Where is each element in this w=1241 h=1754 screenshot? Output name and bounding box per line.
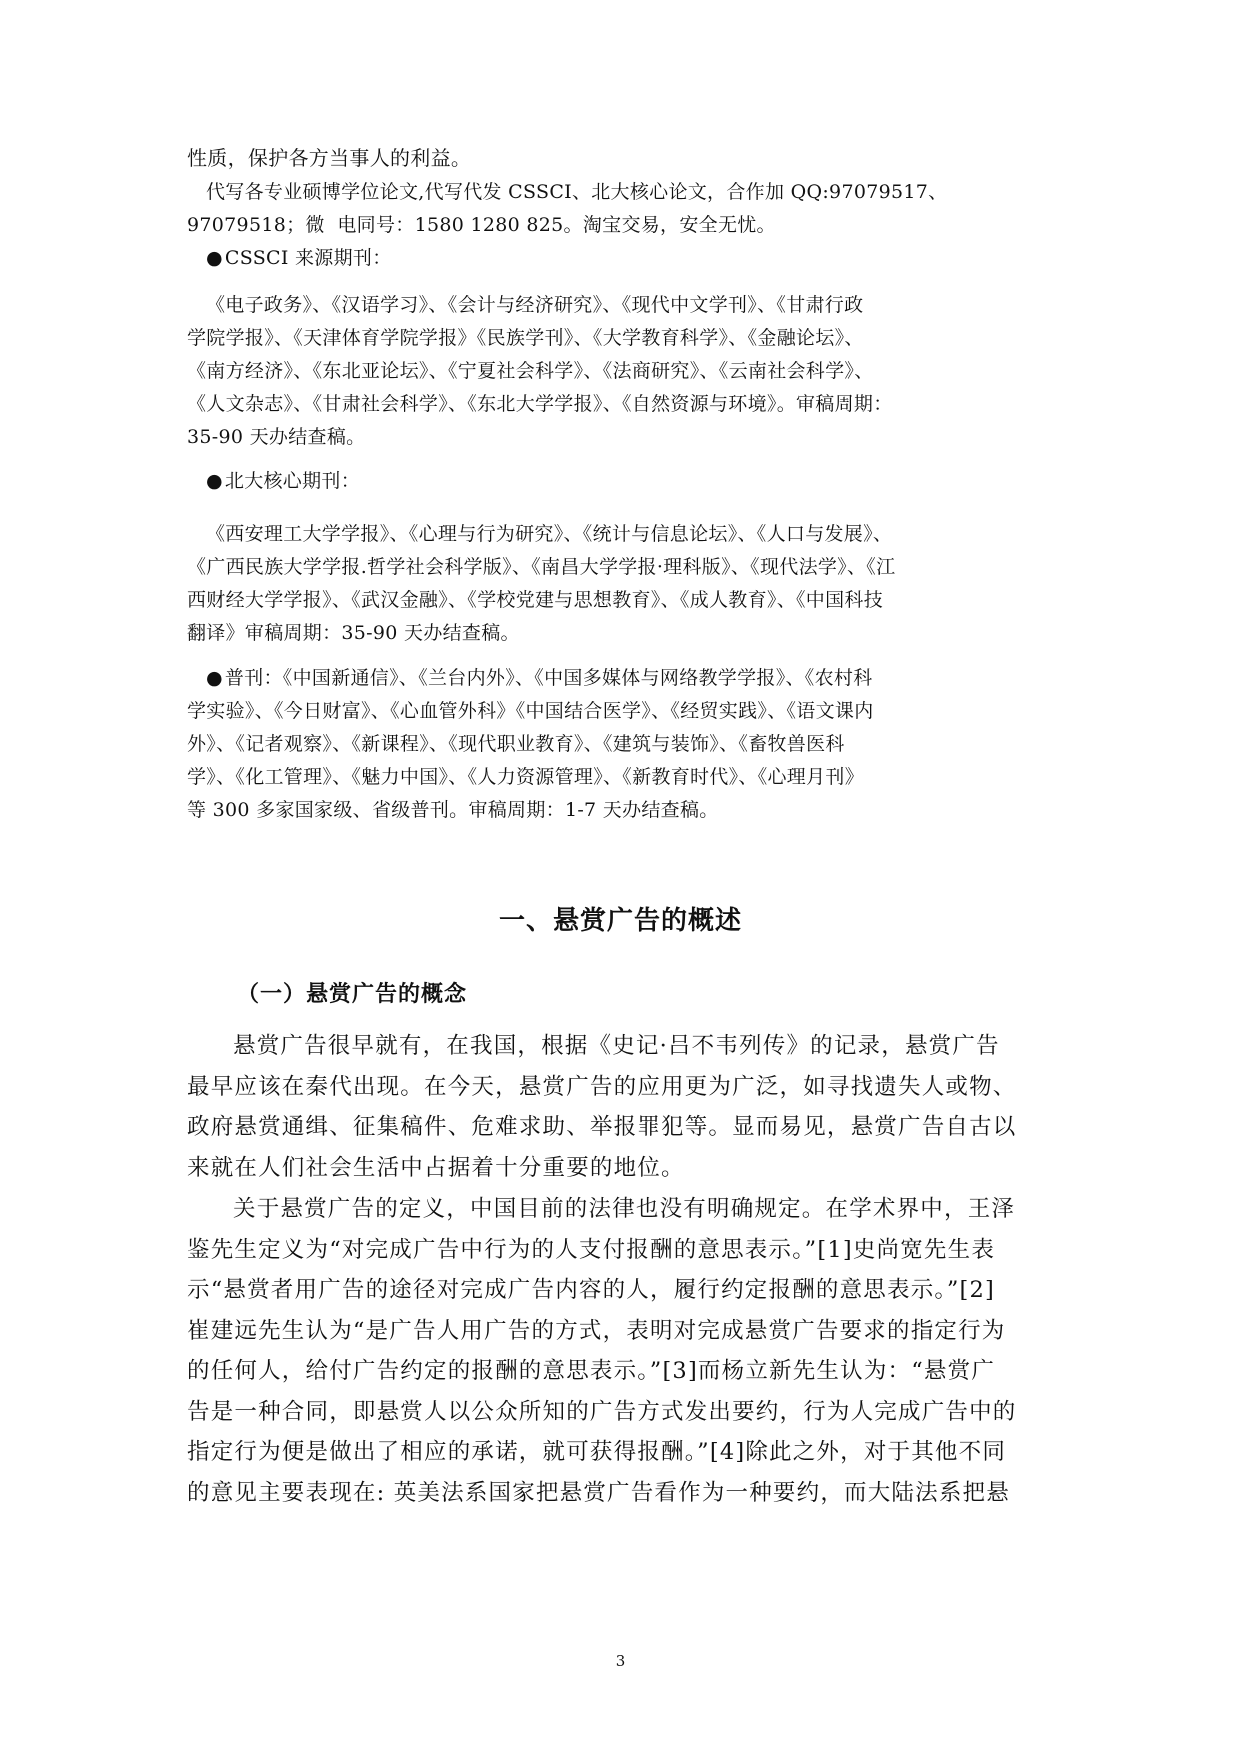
cssci-line: 《电子政务》、《汉语学习》、《会计与经济研究》、《现代中文学刊》、《甘肃行政 bbox=[206, 294, 864, 316]
cssci-line: 《人文杂志》、《甘肃社会科学》、《东北大学学报》、《自然资源与环境》。审稿周期： bbox=[187, 393, 893, 415]
pku-line: 《西安理工大学学报》、《心理与行为研究》、《统计与信息论坛》、《人口与发展》、 bbox=[206, 523, 893, 545]
paragraph-line: 政府悬赏通缉、征集稿件、危难求助、举报罪犯等。显而易见，悬赏广告自古以 bbox=[187, 1114, 1017, 1140]
bullet-icon: ● bbox=[206, 247, 223, 269]
paragraph-line: 示“悬赏者用广告的途径对完成广告内容的人，履行约定报酬的意思表示。”[2] bbox=[187, 1277, 996, 1303]
page-number: 3 bbox=[615, 1652, 626, 1670]
cssci-heading bbox=[187, 242, 1057, 275]
paragraph-2 bbox=[187, 1189, 1057, 1513]
bullet-icon: ● bbox=[206, 667, 223, 689]
paragraph-line: 的意见主要表现在: 英美法系国家把悬赏广告看作为一种要约，而大陆法系把悬 bbox=[187, 1479, 1010, 1506]
paragraph-line: 悬赏广告很早就有，在我国，根据《史记·吕不韦列传》的记录，悬赏广告 bbox=[233, 1033, 1000, 1059]
paragraph-line: 最早应该在秦代出现。在今天，悬赏广告的应用更为广泛，如寻找遗失人或物、 bbox=[187, 1073, 1017, 1100]
pku-line: 翻译》审稿周期：35-90 天办结查稿。 bbox=[187, 622, 520, 644]
cssci-heading-text: CSSCI 来源期刊： bbox=[224, 247, 392, 269]
subsection-title: （一）悬赏广告的概念 bbox=[237, 982, 468, 1007]
cssci-line: 学院学报》、《天津体育学院学报》《民族学刊》、《大学教育科学》、《金融论坛》、 bbox=[187, 327, 864, 349]
paragraph-line: 鉴先生定义为“对完成广告中行为的人支付报酬的意思表示。”[1]史尚宽先生表 bbox=[187, 1236, 996, 1263]
paragraph-line: 的任何人，给付广告约定的报酬的意思表示。”[3]而杨立新先生认为：“悬赏广 bbox=[187, 1358, 996, 1384]
paragraph-line: 崔建远先生认为“是广告人用广告的方式，表明对完成悬赏广告要求的指定行为 bbox=[187, 1317, 1006, 1344]
cssci-line: 《南方经济》、《东北亚论坛》、《宁夏社会科学》、《法商研究》、《云南社会科学》、 bbox=[187, 360, 874, 382]
ad-line: 97079518；微 电同号：1580 1280 825。淘宝交易，安全无忧。 bbox=[187, 214, 776, 236]
section-title: 一、悬赏广告的概述 bbox=[498, 906, 742, 936]
general-line: 外》、《记者观察》、《新课程》、《现代职业教育》、《建筑与装饰》、《畜牧兽医科 bbox=[187, 733, 845, 755]
ad-line: 代写各专业硕博学位论文,代写代发 CSSCI、北大核心论文，合作加 QQ:97079517、 bbox=[206, 181, 948, 203]
paragraph-line: 告是一种合同，即悬赏人以公众所知的广告方式发出要约，行为人完成广告中的 bbox=[187, 1398, 1017, 1425]
pku-heading bbox=[187, 465, 1057, 498]
cssci-list bbox=[187, 289, 1057, 454]
general-line bbox=[187, 662, 1057, 695]
paragraph-1 bbox=[187, 1026, 1057, 1188]
pku-heading-text: 北大核心期刊： bbox=[224, 470, 360, 492]
general-line-text: 普刊：《中国新通信》、《兰台内外》、《中国多媒体与网络教学学报》、《农村科 bbox=[224, 667, 873, 689]
bullet-icon: ● bbox=[206, 470, 223, 492]
paragraph-line: 指定行为便是做出了相应的承诺，就可获得报酬。”[4]除此之外，对于其他不同 bbox=[187, 1439, 1007, 1465]
general-list bbox=[187, 662, 1057, 827]
cssci-line: 35-90 天办结查稿。 bbox=[187, 426, 366, 448]
general-line: 学实验》、《今日财富》、《心血管外科》《中国结合医学》、《经贸实践》、《语文课内 bbox=[187, 700, 874, 722]
pku-list bbox=[187, 518, 1057, 650]
paragraph-line: 关于悬赏广告的定义，中国目前的法律也没有明确规定。在学术界中，王泽 bbox=[233, 1196, 1016, 1222]
pku-line: 西财经大学学报》、《武汉金融》、《学校党建与思想教育》、《成人教育》、《中国科技 bbox=[187, 589, 884, 611]
pku-line: 《广西民族大学学报.哲学社会科学版》、《南昌大学学报·理科版》、《现代法学》、《江 bbox=[187, 556, 896, 578]
general-line: 学》、《化工管理》、《魅力中国》、《人力资源管理》、《新教育时代》、《心理月刊》 bbox=[187, 766, 865, 788]
general-line: 等 300 多家国家级、省级普刊。审稿周期：1-7 天办结查稿。 bbox=[187, 799, 719, 821]
paragraph-line: 来就在人们社会生活中占据着十分重要的地位。 bbox=[187, 1154, 685, 1181]
intro-block bbox=[187, 141, 1057, 275]
intro-line: 性质，保护各方当事人的利益。 bbox=[187, 146, 472, 170]
